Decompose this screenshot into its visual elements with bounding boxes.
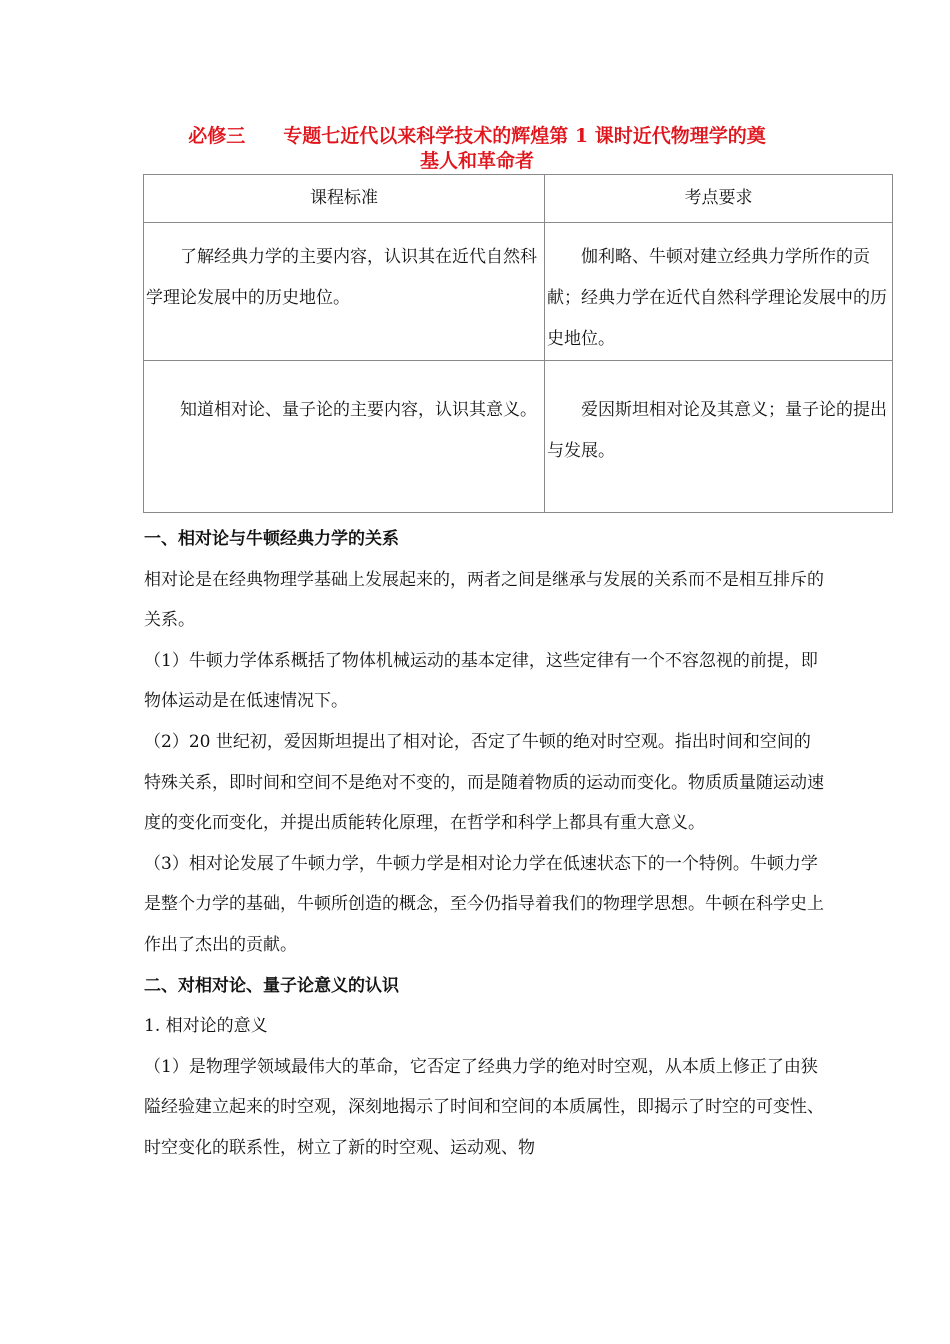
table-cell-requirement <box>545 223 893 361</box>
standard-text: 知道相对论、量子论的主要内容，认识其意义。 <box>180 400 537 420</box>
table-row <box>144 361 893 513</box>
requirement-text: 伽利略、牛顿对建立经典力学所作的贡献；经典力学在近代自然科学理论发展中的历史地位。 <box>547 247 887 349</box>
document-body <box>144 519 824 1169</box>
paragraph: 相对论是在经典物理学基础上发展起来的，两者之间是继承与发展的关系而不是相互排斥的关系。 <box>144 569 824 631</box>
table-row <box>144 223 893 361</box>
curriculum-table <box>143 174 893 513</box>
section-heading: 一、相对论与牛顿经典力学的关系 <box>144 529 399 549</box>
table-cell-standard <box>144 223 545 361</box>
paragraph: （2）20 世纪初，爱因斯坦提出了相对论，否定了牛顿的绝对时空观。指出时间和空间的特殊关系，即时间和空间不是绝对不变的，而是随着物质的运动而变化。物质质量随运动速度的变化而变化，并提出质能转化原理，在哲学和科学上都具有重大意义。 <box>144 731 824 834</box>
title-line-1: 必修三 专题七近代以来科学技术的辉煌第 1 课时近代物理学的奠 <box>188 125 766 147</box>
header-standard: 课程标准 <box>144 175 545 223</box>
paragraph: （3）相对论发展了牛顿力学，牛顿力学是相对论力学在低速状态下的一个特例。牛顿力学是整个力学的基础，牛顿所创造的概念，至今仍指导着我们的物理学思想。牛顿在科学史上作出了杰出的贡献。 <box>144 853 824 955</box>
table-cell-requirement <box>545 361 893 513</box>
table-header-row <box>144 175 893 223</box>
title-line-2: 基人和革命者 <box>419 150 534 172</box>
table-cell-standard <box>144 361 545 513</box>
document-title <box>144 124 810 174</box>
paragraph: （1）是物理学领域最伟大的革命，它否定了经典力学的绝对时空观，从本质上修正了由狭隘经验建立起来的时空观，深刻地揭示了时间和空间的本质属性，即揭示了时空的可变性、时空变化的联系性，树立了新的时空观、运动观、物 <box>144 1056 824 1158</box>
standard-text: 了解经典力学的主要内容，认识其在近代自然科学理论发展中的历史地位。 <box>146 247 537 308</box>
requirement-text: 爱因斯坦相对论及其意义；量子论的提出与发展。 <box>547 400 887 461</box>
paragraph: （1）牛顿力学体系概括了物体机械运动的基本定律，这些定律有一个不容忽视的前提，即物体运动是在低速情况下。 <box>144 650 818 712</box>
subheading: 1. 相对论的意义 <box>144 1016 268 1037</box>
section-heading: 二、对相对论、量子论意义的认识 <box>144 975 399 996</box>
header-requirement: 考点要求 <box>545 175 893 223</box>
